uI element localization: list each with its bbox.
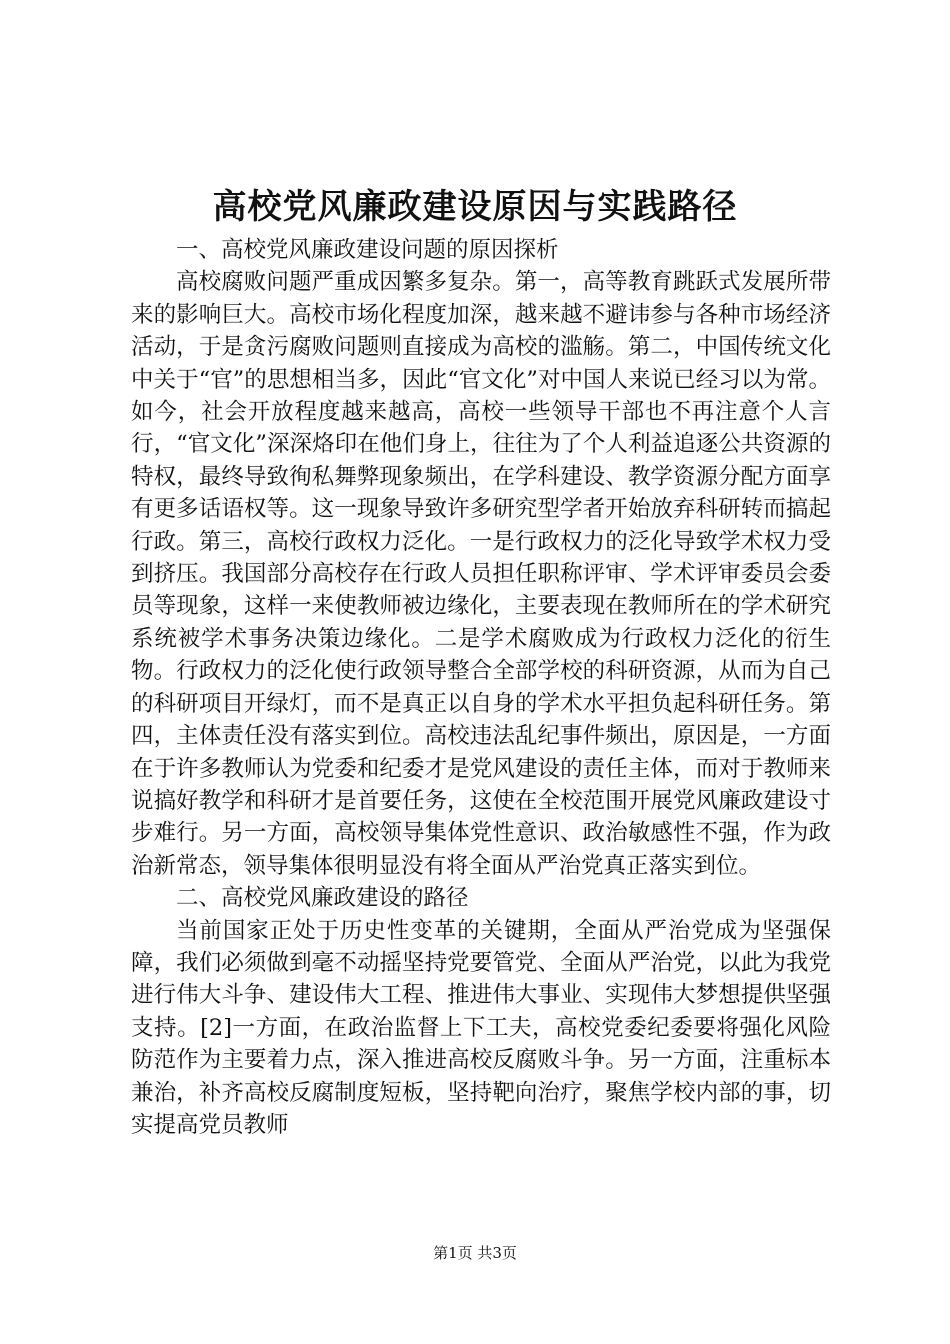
paragraph-2: 当前国家正处于历史性变革的关键期，全面从严治党成为坚强保障，我们必须做到毫不动摇坚持党要管党、全面从严治党，以此为我党进行伟大斗争、建设伟大工程、推进伟大事业、实现伟大梦想提供坚强支持。[2]一方面，在政治监督上下工夫，高校党委纪委要将强化风险防范作为主要着力点，深入推进高校反腐败斗争。另一方面，注重标本兼治，补齐高校反腐制度短板，坚持靶向治疗，聚焦学校内部的事，切实提高党员教师 [131,917,831,1138]
paragraph-1: 高校腐败问题严重成因繁多复杂。第一，高等教育跳跃式发展所带来的影响巨大。高校市场化程度加深，越来越不避讳参与各种市场经济活动，于是贪污腐败问题则直接成为高校的滥觞。第二，中国传统文化中关于“官”的思想相当多，因此“官文化”对中国人来说已经习以为常。如今，社会开放程度越来越高，高校一些领导干部也不再注意个人言行，“官文化”深深烙印在他们身上，往往为了个人利益追逐公共资源的特权，最终导致徇私舞弊现象频出，在学科建设、教学资源分配方面享有更多话语权等。这一现象导致许多研究型学者开始放弃科研转而搞起行政。第三，高校行政权力泛化。一是行政权力的泛化导致学术权力受到挤压。我国部分高校存在行政人员担任职称评审、学术评审委员会委员等现象，这样一来使教师被边缘化，主要表现在教师所在的学术研究系统被学术事务决策边缘化。二是学术腐败成为行政权力泛化的衍生物。行政权力的泛化使行政领导整合全部学校的科研资源，从而为自己的科研项目开绿灯，而不是真正以自身的学术水平担负起科研任务。第四，主体责任没有落实到位。高校违法乱纪事件频出，原因是，一方面在于许多教师认为党委和纪委才是党风建设的责任主体，而对于教师来说搞好教学和科研才是首要任务，这使在全校范围开展党风廉政建设寸步难行。另一方面，高校领导集体党性意识、政治敏感性不强，作为政治新常态，领导集体很明显没有将全面从严治党真正落实到位。 [131,269,831,879]
section-heading-1: 一、高校党风廉政建设问题的原因探析 [176,237,559,263]
document-title: 高校党风廉政建设原因与实践路径 [212,187,738,227]
page-footer: 第1页 共3页 [433,1244,517,1262]
document-body [131,234,831,1141]
section-heading-2: 二、高校党风廉政建设的路径 [176,885,469,912]
